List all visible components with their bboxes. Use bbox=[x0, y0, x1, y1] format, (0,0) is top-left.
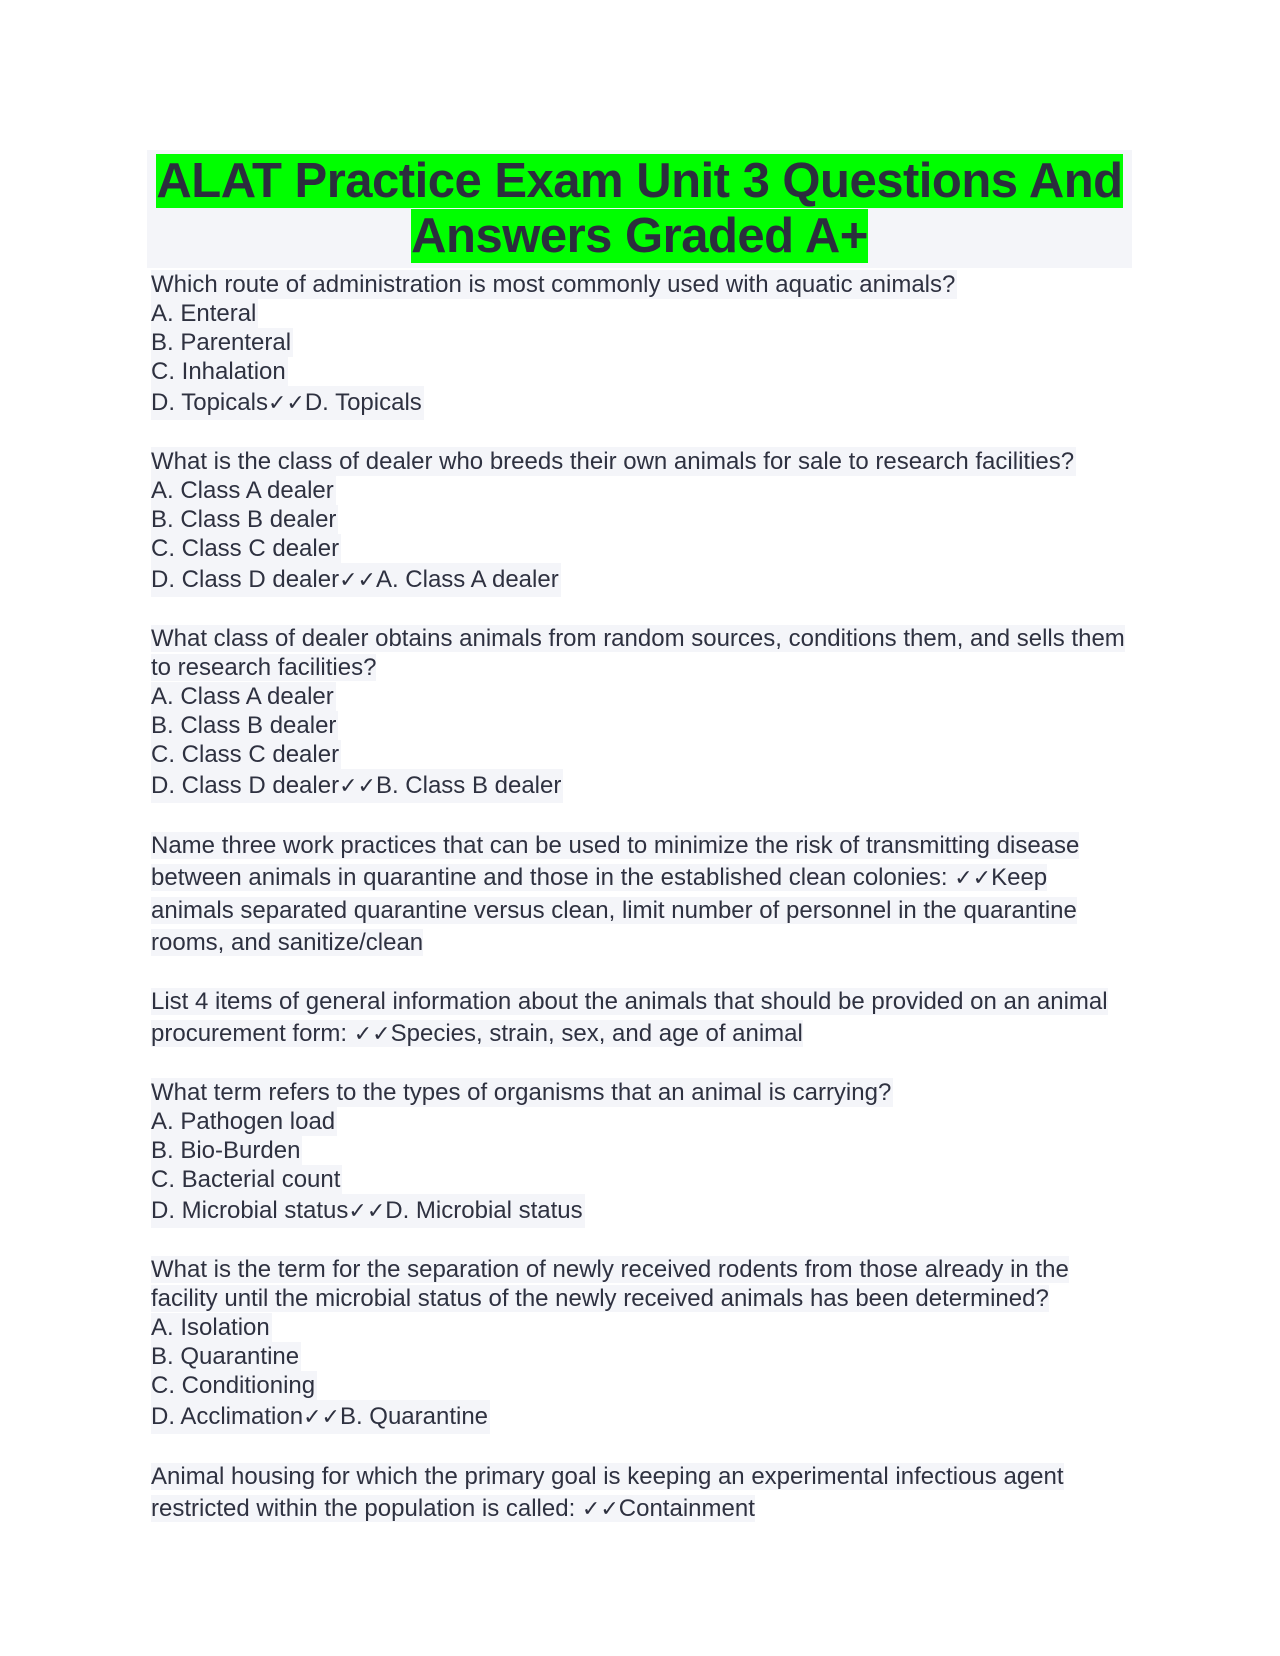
question-text: What is the class of dealer who breeds their own animals for sale to research facilities? bbox=[151, 448, 1075, 475]
option-d-with-answer bbox=[151, 1400, 490, 1434]
question-text: What class of dealer obtains animals from random sources, conditions them, and sells them to research facilities? bbox=[151, 625, 1125, 681]
option-d: D. Topicals bbox=[151, 389, 268, 416]
double-check-icon: ✓✓ bbox=[303, 1405, 340, 1430]
title-box bbox=[147, 150, 1132, 268]
option-c: C. Inhalation bbox=[151, 358, 286, 385]
question-block-8 bbox=[151, 1461, 1131, 1526]
option-a: A. Class A dealer bbox=[151, 477, 334, 504]
question-text: What is the term for the separation of newly received rodents from those already in the facility until the microbial status of the newly received animals has been determined? bbox=[151, 1256, 1069, 1312]
option-c: C. Bacterial count bbox=[151, 1166, 341, 1193]
option-b: B. Class B dealer bbox=[151, 506, 337, 533]
answer-text: D. Topicals bbox=[304, 389, 422, 416]
double-check-icon: ✓✓ bbox=[339, 774, 376, 799]
double-check-icon: ✓✓ bbox=[581, 1497, 619, 1522]
double-check-icon: ✓✓ bbox=[353, 1022, 391, 1047]
double-check-icon: ✓✓ bbox=[339, 568, 376, 593]
option-d-with-answer bbox=[151, 1194, 585, 1228]
option-a: A. Class A dealer bbox=[151, 683, 334, 710]
option-b: B. Quarantine bbox=[151, 1343, 300, 1370]
question-text: Animal housing for which the primary goal is keeping an experimental infectious agent restricted within the population is called: bbox=[151, 1463, 1064, 1522]
option-a: A. Pathogen load bbox=[151, 1108, 336, 1135]
answer-text: Keep animals separated quarantine versus clean, limit number of personnel in the quarantine rooms, and sanitize/clean bbox=[151, 864, 1077, 956]
answer-text: B. Quarantine bbox=[339, 1403, 489, 1430]
question-text-wrapper bbox=[151, 1255, 1131, 1313]
document-page bbox=[151, 150, 1131, 1553]
answer-text: B. Class B dealer bbox=[375, 772, 562, 799]
double-check-icon: ✓✓ bbox=[954, 866, 992, 891]
question-answer-paragraph bbox=[151, 830, 1131, 959]
option-a: A. Isolation bbox=[151, 1314, 270, 1341]
question-block-5 bbox=[151, 986, 1131, 1051]
option-d: D. Acclimation bbox=[151, 1403, 304, 1430]
option-a: A. Enteral bbox=[151, 300, 257, 327]
question-text: List 4 items of general information about the animals that should be provided on an animal procurement form: bbox=[151, 988, 1108, 1047]
option-b: B. Parenteral bbox=[151, 329, 292, 356]
question-block-1 bbox=[151, 270, 1131, 420]
question-text-wrapper bbox=[151, 624, 1131, 682]
question-block-4 bbox=[151, 830, 1131, 959]
option-d: D. Class D dealer bbox=[151, 566, 340, 593]
question-block-2 bbox=[151, 447, 1131, 597]
option-b: B. Bio-Burden bbox=[151, 1137, 301, 1164]
question-block-3 bbox=[151, 624, 1131, 803]
answer-text: D. Microbial status bbox=[385, 1197, 583, 1224]
question-answer-paragraph bbox=[151, 986, 1131, 1051]
option-d-with-answer bbox=[151, 769, 563, 803]
question-text: What term refers to the types of organisms that an animal is carrying? bbox=[151, 1079, 892, 1106]
question-block-7 bbox=[151, 1255, 1131, 1434]
option-d-with-answer bbox=[151, 563, 561, 597]
option-d: D. Microbial status bbox=[151, 1197, 349, 1224]
question-text: Name three work practices that can be used to minimize the risk of transmitting disease between animals in quarantine and those in the established clean colonies: bbox=[151, 832, 1080, 891]
option-d: D. Class D dealer bbox=[151, 772, 340, 799]
option-b: B. Class B dealer bbox=[151, 712, 337, 739]
answer-text: Containment bbox=[618, 1495, 755, 1522]
question-text: Which route of administration is most commonly used with aquatic animals? bbox=[151, 271, 956, 298]
double-check-icon: ✓✓ bbox=[267, 391, 305, 416]
double-check-icon: ✓✓ bbox=[348, 1199, 386, 1224]
question-block-6 bbox=[151, 1078, 1131, 1228]
question-answer-paragraph bbox=[151, 1461, 1131, 1526]
option-c: C. Class C dealer bbox=[151, 535, 340, 562]
option-c: C. Class C dealer bbox=[151, 741, 340, 768]
answer-text: A. Class A dealer bbox=[375, 566, 559, 593]
document-title: ALAT Practice Exam Unit 3 Questions And Answers Graded A+ bbox=[156, 154, 1123, 263]
option-c: C. Conditioning bbox=[151, 1372, 316, 1399]
answer-text: Species, strain, sex, and age of animal bbox=[390, 1020, 803, 1047]
option-d-with-answer bbox=[151, 386, 424, 420]
